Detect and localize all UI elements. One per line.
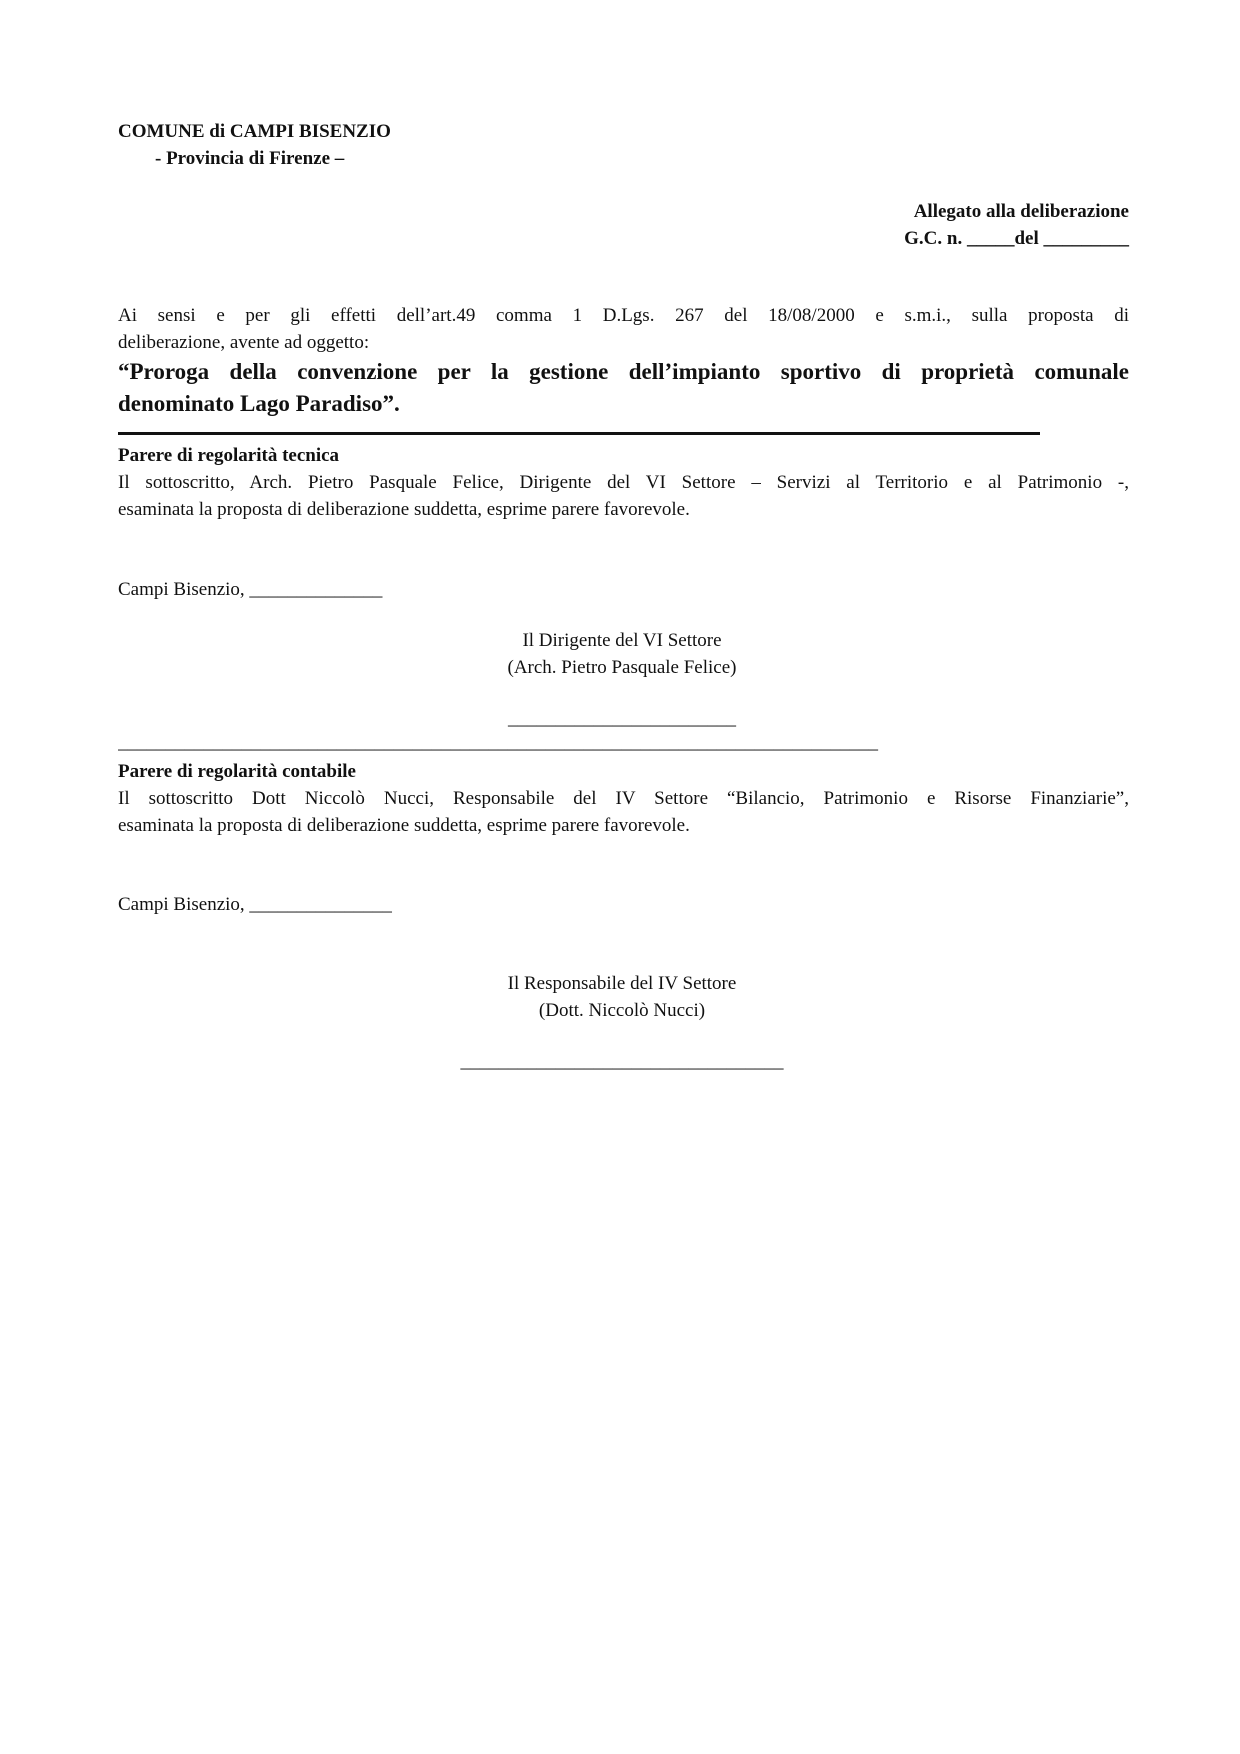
section-separator: ________________________________________________________________________________ [118, 732, 878, 753]
contabile-signer-name: (Dott. Niccolò Nucci) [538, 1000, 706, 1021]
contabile-text-line-1: Il sottoscritto Dott Niccolò Nucci, Responsabile del IV Settore “Bilancio, Patrimonio e Risorse Finanziarie”, [118, 788, 1129, 809]
comune-name: COMUNE di CAMPI BISENZIO [118, 121, 391, 142]
intro-line-1: Ai sensi e per gli effetti dell’art.49 comma 1 D.Lgs. 267 del 18/08/2000 e s.m.i., sulla proposta di [118, 305, 1129, 326]
tecnica-place-date: Campi Bisenzio, ______________ [118, 579, 383, 600]
tecnica-text-line-2: esaminata la proposta di deliberazione suddetta, esprime parere favorevole. [118, 499, 690, 520]
delibera-number: G.C. n. _____del _________ [904, 228, 1129, 249]
tecnica-signer-name: (Arch. Pietro Pasquale Felice) [507, 657, 737, 678]
allegato-label: Allegato alla deliberazione [913, 201, 1129, 222]
provincia-name: - Provincia di Firenze – [155, 148, 345, 169]
tecnica-signature-line: ________________________ [508, 708, 736, 729]
contabile-signature-line: __________________________________ [460, 1051, 784, 1072]
contabile-heading: Parere di regolarità contabile [118, 761, 356, 782]
subject-underline [118, 432, 1040, 435]
tecnica-heading: Parere di regolarità tecnica [118, 445, 340, 466]
contabile-signer-title: Il Responsabile del IV Settore [507, 973, 737, 994]
tecnica-text-line-1: Il sottoscritto, Arch. Pietro Pasquale Felice, Dirigente del VI Settore – Servizi al Territorio e al Patrimonio -, [118, 472, 1129, 493]
tecnica-signer-title: Il Dirigente del VI Settore [522, 630, 722, 651]
contabile-text-line-2: esaminata la proposta di deliberazione suddetta, esprime parere favorevole. [118, 815, 690, 836]
subject-line-2: denominato Lago Paradiso”. [118, 391, 400, 416]
intro-line-2: deliberazione, avente ad oggetto: [118, 332, 370, 353]
subject-line-1: “Proroga della convenzione per la gestione dell’impianto sportivo di proprietà comunale [118, 359, 1129, 384]
contabile-place-date: Campi Bisenzio, _______________ [118, 894, 392, 915]
